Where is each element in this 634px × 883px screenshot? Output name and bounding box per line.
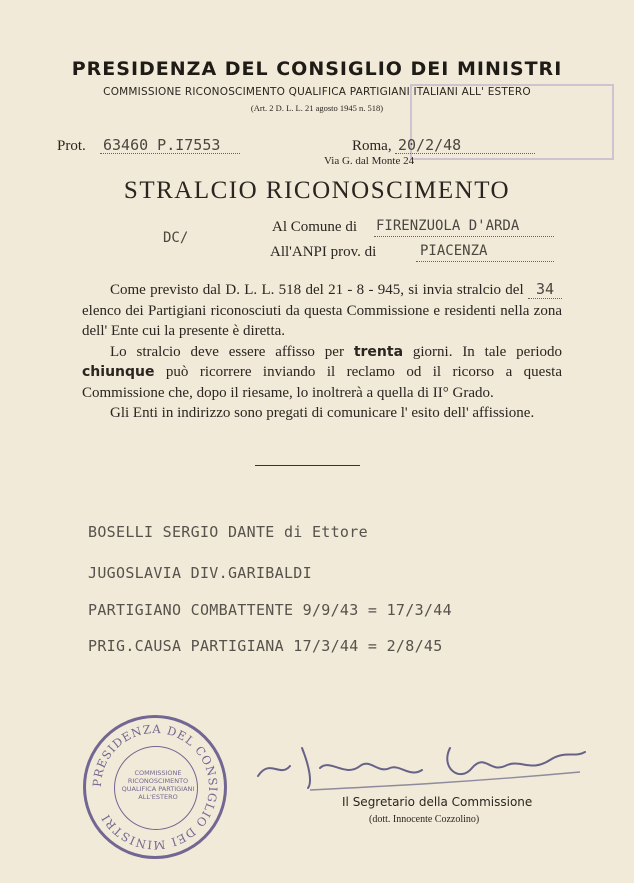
- signatory-role: Il Segretario della Commissione: [342, 795, 533, 809]
- handwritten-signature: [250, 728, 590, 798]
- stamp-inner-circle: [114, 746, 198, 830]
- record-name: BOSELLI SERGIO DANTE di Ettore: [88, 523, 368, 541]
- protocol-number: 63460 P.I7553: [103, 136, 221, 154]
- record-unit: JUGOSLAVIA DIV.GARIBALDI: [88, 564, 312, 582]
- paragraph-2: Lo stralcio deve essere affisso per trenta giorni. In tale periodo chiunque può ricorrere inviando il reclamo od il ricorso a questa Commissione che, dopo il riesame, lo inoltrerà a quella di II° Grado.: [82, 343, 563, 401]
- address-line: Via G. dal Monte 24: [324, 155, 415, 167]
- comune-dotline: [374, 236, 554, 237]
- protocol-dotline: [100, 153, 240, 154]
- recipient-anpi-label: All'ANPI prov. di: [270, 244, 377, 260]
- anpi-dotline: [416, 261, 554, 262]
- header-legal-ref: (Art. 2 D. L. L. 21 agosto 1945 n. 518): [250, 103, 384, 113]
- paragraph-3: Gli Enti in indirizzo sono pregati di comunicare l' esito dell' affissione.: [110, 405, 535, 421]
- body-text: [82, 279, 562, 424]
- paragraph-1: Come previsto dal D. L. L. 518 del 21 - 8 - 945, si invia stralcio del 34 elenco dei Partigiani riconosciuti da questa Commissione e residenti nella zona dell' Ente cui la presente è diretta.: [82, 280, 562, 339]
- list-number: 34: [528, 280, 562, 299]
- separator-line: [255, 465, 360, 466]
- document-title: STRALCIO RICONOSCIMENTO: [123, 177, 511, 204]
- place-city: Roma,: [352, 138, 392, 154]
- stamp-ring-text: PRESIDENZA DEL CONSIGLIO DEI MINISTRI: [89, 721, 221, 853]
- signatory-name: (dott. Innocente Cozzolino): [369, 814, 480, 825]
- reference-code: DC/: [163, 230, 189, 246]
- recipient-comune-label: Al Comune di: [272, 219, 357, 235]
- protocol-label: Prot.: [57, 138, 86, 154]
- header-commission: COMMISSIONE RICONOSCIMENTO QUALIFICA PARTIGIANI ITALIANI ALL' ESTERO: [103, 86, 531, 98]
- header-ministry: PRESIDENZA DEL CONSIGLIO DEI MINISTRI: [71, 58, 563, 80]
- recipient-anpi-value: PIACENZA: [420, 243, 488, 259]
- date-dotline: [395, 153, 535, 154]
- recipient-comune-value: FIRENZUOLA D'ARDA: [376, 218, 520, 234]
- stamp-center-text: COMMISSIONE RICONOSCIMENTO QUALIFICA PARTIGIANI ALL'ESTERO: [121, 769, 195, 801]
- emphasis-trenta: trenta: [353, 343, 404, 360]
- record-service-1: PARTIGIANO COMBATTENTE 9/9/43 = 17/3/44: [88, 601, 452, 619]
- official-stamp: [83, 715, 227, 859]
- emphasis-chiunque: chiunque: [82, 364, 155, 380]
- document-date: 20/2/48: [398, 136, 462, 154]
- record-service-2: PRIG.CAUSA PARTIGIANA 17/3/44 = 2/8/45: [88, 637, 443, 655]
